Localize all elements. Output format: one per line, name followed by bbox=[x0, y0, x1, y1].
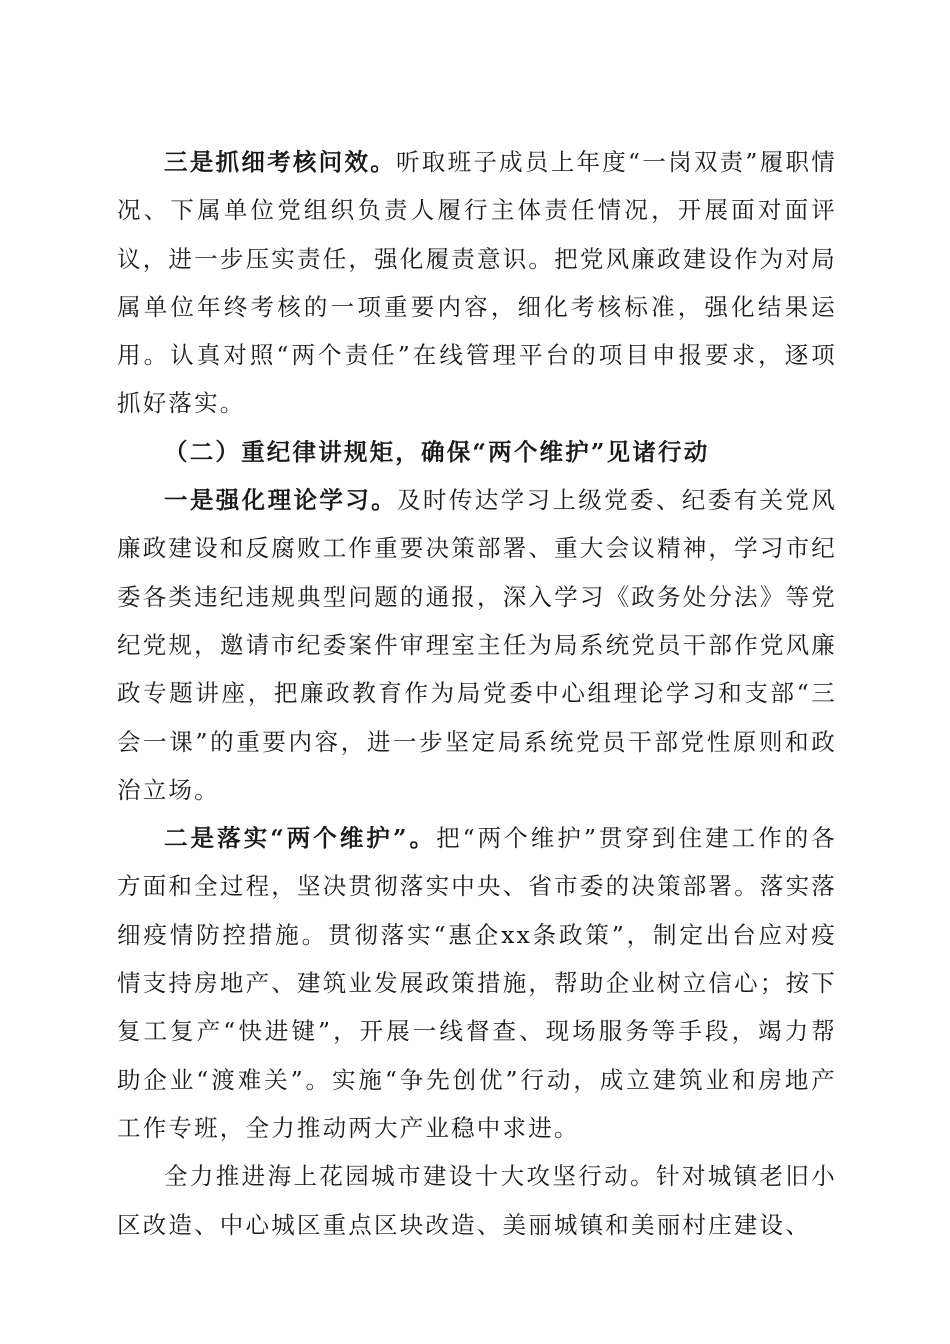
paragraph-text: 及时传达学习上级党委、纪委有关党风廉政建设和反腐败工作重要决策部署、重大会议精神，学习市纪委各类违纪违规典型问题的通报，深入学习《政务处分法》等党纪党规，邀请市纪委案件审理室主任为局系统党员干部作党风廉政专题讲座，把廉政教育作为局党委中心组理论学习和支部“三会一课”的重要内容，进一步坚定局系统党员干部党性原则和政治立场。 bbox=[117, 486, 837, 804]
paragraph-text: 全力推进海上花园城市建设十大攻坚行动。针对城镇老旧小区改造、中心城区重点区块改造、美丽城镇和美丽村庄建设、 bbox=[117, 1162, 837, 1239]
paragraph-theory-study bbox=[117, 476, 837, 814]
paragraph-lead: 二是落实“两个维护”。 bbox=[164, 824, 437, 853]
paragraph-lead: 一是强化理论学习。 bbox=[164, 486, 398, 515]
paragraph-garden-city bbox=[117, 1152, 837, 1249]
document-body bbox=[117, 138, 837, 1249]
paragraph-lead: 三是抓细考核问效。 bbox=[164, 148, 397, 176]
paragraph-assessment bbox=[117, 138, 837, 428]
paragraph-text: 把“两个维护”贯穿到住建工作的各方面和全过程，坚决贯彻落实中央、省市委的决策部署。落实落细疫情防控措施。贯彻落实“惠企xx条政策”，制定出台应对疫情支持房地产、建筑业发展政策措施，帮助企业树立信心；按下复工复产“快进键”，开展一线督查、现场服务等手段，竭力帮助企业“渡难关”。实施“争先创优”行动，成立建筑业和房地产工作专班，全力推动两大产业稳中求进。 bbox=[117, 824, 838, 1142]
paragraph-two-safeguards bbox=[117, 814, 837, 1152]
section-heading: （二）重纪律讲规矩，确保“两个维护”见诸行动 bbox=[164, 437, 710, 466]
paragraph-text: 听取班子成员上年度“一岗双责”履职情况、下属单位党组织负责人履行主体责任情况，开展面对面评议，进一步压实责任，强化履责意识。把党风廉政建设作为对局属单位年终考核的一项重要内容，细化考核标准，强化结果运用。认真对照“两个责任”在线管理平台的项目申报要求，逐项抓好落实。 bbox=[117, 148, 837, 418]
